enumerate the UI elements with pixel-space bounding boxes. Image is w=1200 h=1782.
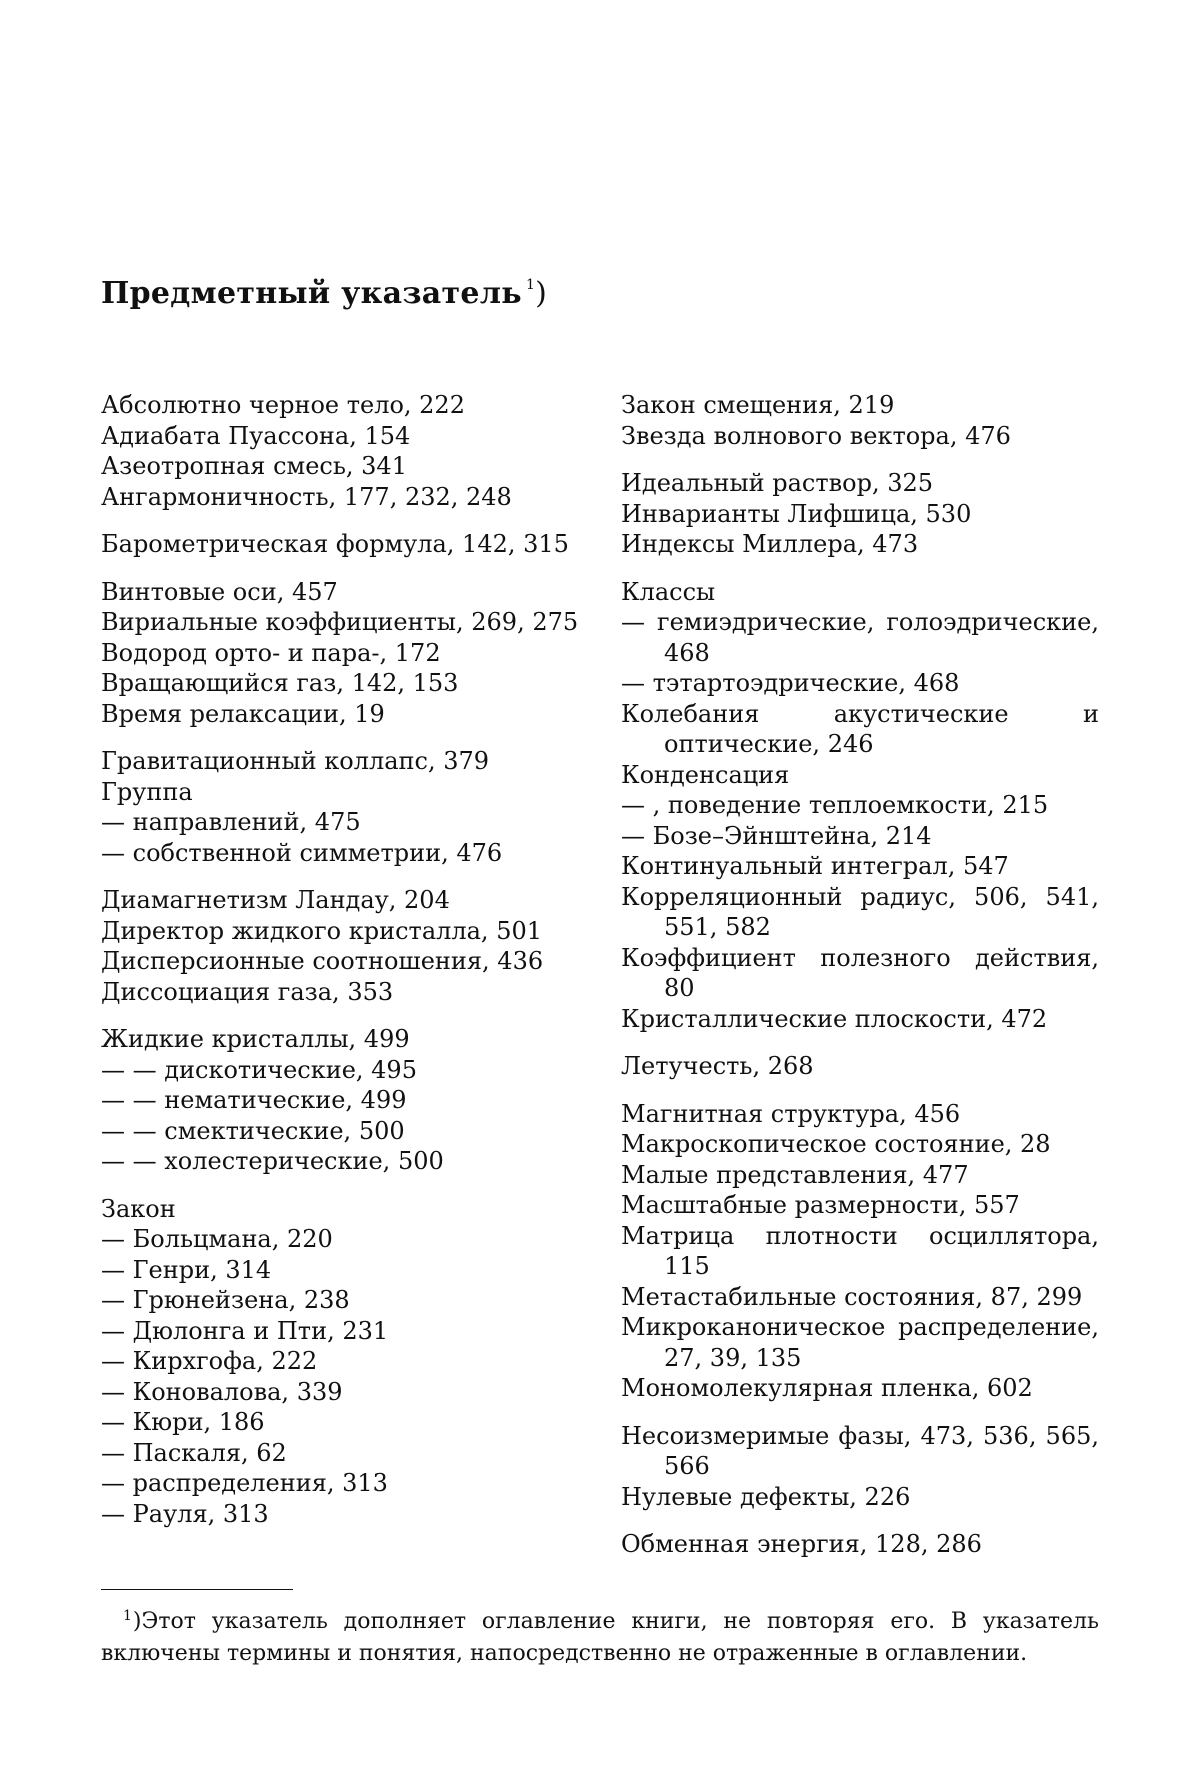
index-letter-group	[621, 577, 1099, 1035]
index-letter-group	[101, 390, 579, 512]
index-entry: Диамагнетизм Ландау, 204	[101, 886, 450, 914]
index-entry: Индексы Миллера, 473	[621, 530, 919, 558]
index-entry: — Дюлонга и Пти, 231	[101, 1316, 389, 1345]
index-entry: Коэффициент полезного действия, 80	[621, 943, 1099, 1002]
index-entry: — — холестерические, 500	[101, 1147, 444, 1175]
index-entry: Ангармоничность, 177, 232, 248	[101, 482, 512, 511]
footnote-mark: 1	[123, 1608, 132, 1624]
index-letter-group	[101, 1024, 579, 1177]
index-entry: Группа	[101, 777, 193, 806]
index-entry: Микроканоническое распределение, 27, 39, 135	[621, 1313, 1099, 1372]
index-entry: Мономолекулярная пленка, 602	[621, 1374, 1033, 1402]
index-entry: — Бозе–Эйнштейна, 214	[621, 821, 932, 850]
index-entry: Кристаллические плоскости, 472	[621, 1004, 1048, 1033]
index-entry: Закон	[101, 1194, 176, 1223]
index-entry: Корреляционный радиус, 506, 541, 551, 582	[621, 882, 1099, 941]
index-entry: Конденсация	[621, 760, 790, 789]
index-entry: Гравитационный коллапс, 379	[101, 747, 490, 775]
index-entry: Азеотропная смесь, 341	[101, 452, 407, 480]
index-entry: — распределения, 313	[101, 1469, 388, 1497]
index-letter-group	[101, 885, 579, 1007]
index-entry: — Кюри, 186	[101, 1408, 265, 1436]
index-letter-group	[621, 1099, 1099, 1404]
footnote-rule	[101, 1589, 293, 1590]
index-entry: Метастабильные состояния, 87, 299	[621, 1282, 1083, 1311]
index-entry: Звезда волнового вектора, 476	[621, 421, 1011, 450]
index-letter-group	[101, 577, 579, 730]
index-letter-group	[621, 1051, 1099, 1082]
index-entry: Вириальные коэффициенты, 269, 275	[101, 608, 579, 636]
index-letter-group	[101, 529, 579, 560]
index-letter-group	[621, 468, 1099, 560]
footnote-text: Этот указатель дополняет оглавление книги, не повторяя его. В указатель включены термины и понятия, напосредственно не отраженные в оглавлении.	[101, 1609, 1099, 1666]
index-entry: — гемиэдрические, голоэдрические, 468	[621, 608, 1099, 667]
title-footnote-mark: 1	[525, 277, 536, 293]
footnote-paren: )	[132, 1609, 142, 1634]
page-title	[101, 276, 547, 311]
index-entry: — — дискотические, 495	[101, 1055, 417, 1084]
index-entry: Вращающийся газ, 142, 153	[101, 669, 459, 697]
index-entry: — собственной симметрии, 476	[101, 838, 503, 867]
index-entry: Время релаксации, 19	[101, 699, 385, 728]
index-entry: Матрица плотности осциллятора, 115	[621, 1221, 1099, 1280]
index-entry: Макроскопическое состояние, 28	[621, 1130, 1051, 1158]
index-letter-group	[101, 1194, 579, 1530]
index-entry: — — нематические, 499	[101, 1086, 407, 1114]
index-entry: — Грюнейзена, 238	[101, 1286, 350, 1314]
index-entry: — — смектические, 500	[101, 1116, 405, 1145]
index-entry: — Паскаля, 62	[101, 1438, 287, 1467]
index-entry: Закон смещения, 219	[621, 391, 895, 419]
title-text: Предметный указатель	[101, 276, 522, 311]
index-entry: Классы	[621, 577, 716, 606]
index-entry: Винтовые оси, 457	[101, 577, 338, 606]
index-entry: — направлений, 475	[101, 808, 361, 836]
index-letter-group	[101, 746, 579, 868]
index-entry: Колебания акустические и оптические, 246	[621, 699, 1099, 758]
index-entry: — , поведение теплоемкости, 215	[621, 791, 1049, 819]
index-entry: Диссоциация газа, 353	[101, 977, 394, 1006]
index-entry: Обменная энергия, 128, 286	[621, 1530, 982, 1558]
index-letter-group	[621, 390, 1099, 451]
index-letter-group	[621, 1529, 1099, 1560]
index-entry: Нулевые дефекты, 226	[621, 1482, 911, 1511]
index-entry: — Кирхгофа, 222	[101, 1347, 318, 1375]
index-entry: Абсолютно черное тело, 222	[101, 391, 465, 419]
index-entry: Директор жидкого кристалла, 501	[101, 916, 542, 945]
index-entry: Масштабные размерности, 557	[621, 1191, 1020, 1219]
index-entry: Малые представления, 477	[621, 1160, 969, 1189]
index-entry: Магнитная структура, 456	[621, 1099, 961, 1128]
footnote	[101, 1600, 1099, 1670]
index-entry: — Коновалова, 339	[101, 1377, 343, 1406]
index-letter-group	[621, 1421, 1099, 1513]
index-entry: Идеальный раствор, 325	[621, 469, 934, 497]
index-left-column	[101, 390, 579, 1529]
index-entry: Дисперсионные соотношения, 436	[101, 947, 544, 975]
index-entry: Барометрическая формула, 142, 315	[101, 530, 569, 558]
index-entry: Летучесть, 268	[621, 1052, 814, 1080]
index-entry: — Рауля, 313	[101, 1499, 269, 1528]
index-entry: — Больцмана, 220	[101, 1225, 333, 1253]
index-entry: Континуальный интеграл, 547	[621, 852, 1009, 880]
index-entry: — Генри, 314	[101, 1255, 272, 1284]
index-entry: — тэтартоэдрические, 468	[621, 669, 960, 697]
index-right-column	[621, 390, 1099, 1560]
index-entry: Водород орто- и пара-, 172	[101, 638, 441, 667]
index-entry: Несоизмеримые фазы, 473, 536, 565, 566	[621, 1421, 1099, 1480]
index-entry: Жидкие кристаллы, 499	[101, 1025, 410, 1053]
index-entry: Инварианты Лифшица, 530	[621, 499, 972, 528]
title-paren: )	[535, 276, 548, 311]
index-entry: Адиабата Пуассона, 154	[101, 421, 411, 450]
